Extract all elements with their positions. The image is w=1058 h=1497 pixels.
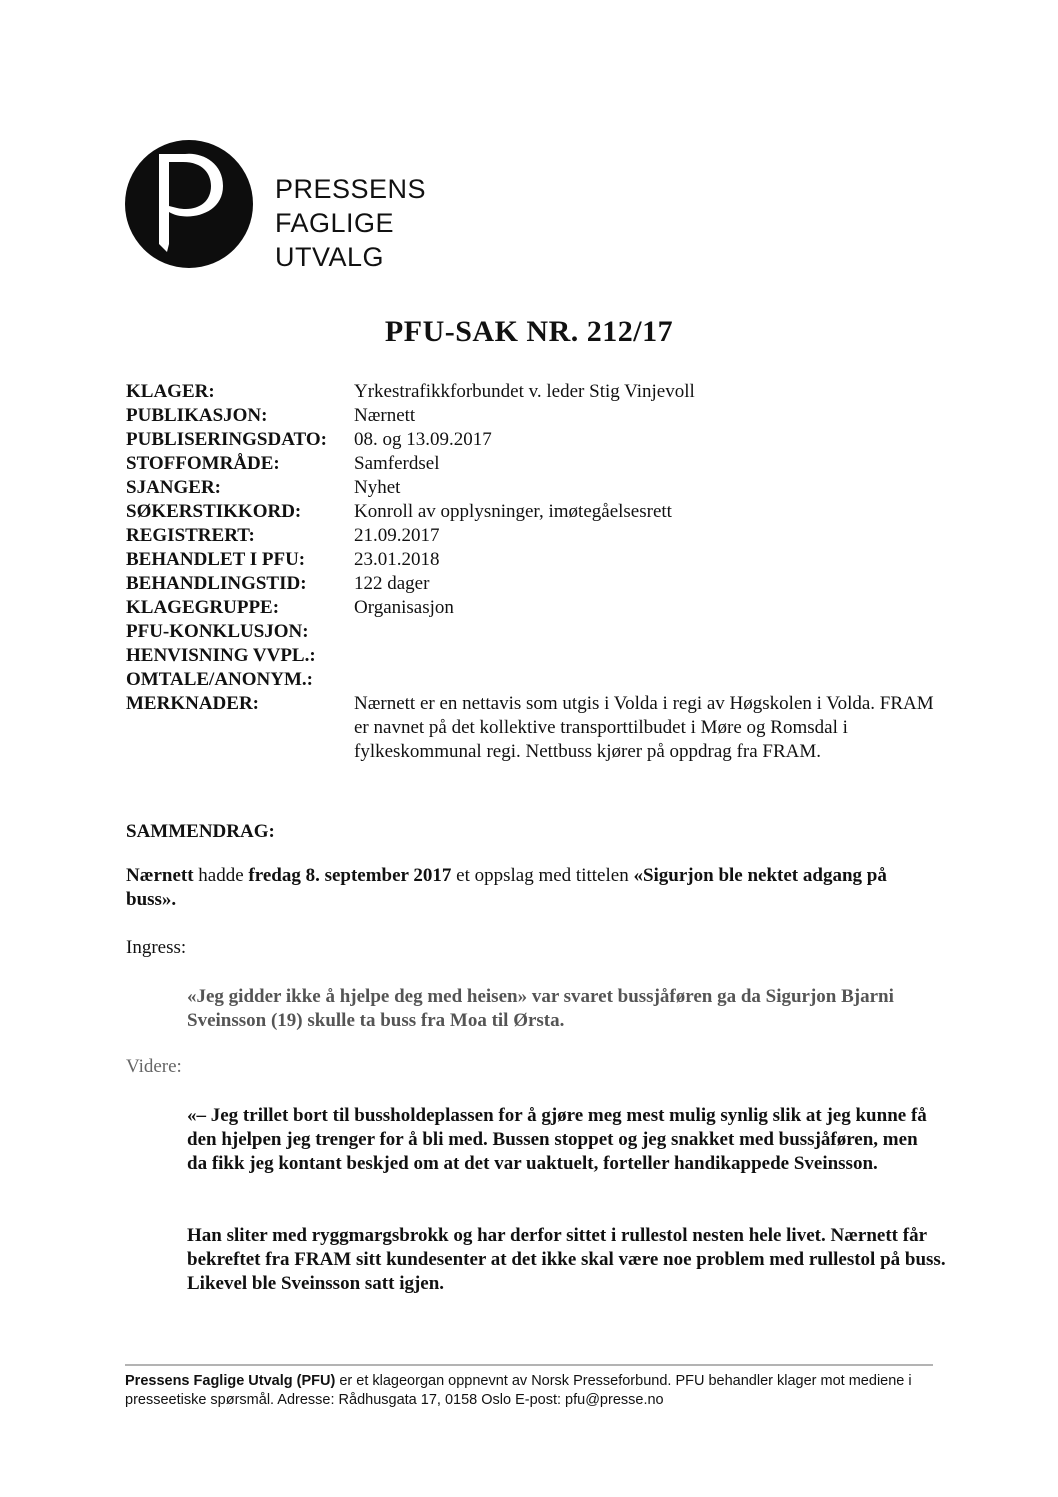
pfu-logo [125,140,505,270]
meta-value: Nyhet [354,477,401,498]
meta-label: PUBLISERINGSDATO: [126,429,327,450]
intro-text: et oppslag med tittelen [451,865,634,886]
logo-line-2: FAGLIGE UTVALG [275,208,395,272]
summary-heading: SAMMENDRAG: [126,821,275,842]
footer-org-name: Pressens Faglige Utvalg (PFU) [125,1373,336,1389]
meta-row-klager [126,380,936,404]
meta-row-stoffomrade [126,452,936,476]
meta-value: Konroll av opplysninger, imøtegåelsesrett [354,501,672,522]
meta-label: KLAGEGRUPPE: [126,597,280,618]
meta-value [354,644,936,668]
meta-row-registrert [126,524,936,548]
article-quote-paragraph [187,1224,947,1296]
meta-value: 08. og 13.09.2017 [354,429,492,450]
case-metadata-table [126,380,936,764]
meta-row-klagegruppe [126,596,936,620]
meta-row-henvisning [126,644,936,668]
meta-label: REGISTRERT: [126,525,255,546]
ingress-label: Ingress: [126,937,187,958]
meta-row-konklusjon [126,620,936,644]
logo-line-1: PRESSENS [275,174,427,204]
meta-label: OMTALE/ANONYM.: [126,669,313,690]
meta-value: Yrkestrafikkforbundet v. leder Stig Vinjevoll [354,381,695,402]
meta-row-behandlet [126,548,936,572]
footer-divider [125,1364,933,1366]
meta-value: 23.01.2018 [354,549,440,570]
intro-publication: Nærnett [126,865,194,886]
intro-article-title: «Sigurjon ble nektet adgang på buss». [126,865,887,910]
meta-label: PFU-KONKLUSJON: [126,621,309,642]
page-footer [125,1372,935,1410]
ingress-quote: «Jeg gidder ikke å hjelpe deg med heisen» var svaret bussjåføren ga da Sigurjon Bjarni Sveinsson (19) skulle ta buss fra Moa til Ørsta. [187,986,894,1031]
meta-value [354,668,936,692]
meta-value: Nærnett er en nettavis som utgis i Volda i regi av Høgskolen i Volda. FRAM er navnet på det kollektive transporttilbudet i Møre og Romsdal i fylkeskommunal regi. Nettbuss kjører på oppdrag fra FRAM. [354,693,934,762]
meta-label: HENVISNING VVPL.: [126,645,316,666]
meta-row-publiseringsdato [126,428,936,452]
summary-intro [126,864,916,912]
meta-label: BEHANDLINGSTID: [126,573,307,594]
intro-text: hadde [193,865,249,886]
meta-label: KLAGER: [126,381,215,402]
quote-paragraph-1: «– Jeg trillet bort til bussholdeplassen for å gjøre meg mest mulig synlig slik at jeg kunne få den hjelpen jeg trenger for å bli med. Bussen stoppet og jeg snakket med bussjåføren, men da fikk jeg kontant beskjed om at det var uaktuelt, forteller handikappede Sveinsson. [187,1105,927,1174]
meta-row-omtale [126,668,936,692]
meta-value: Organisasjon [354,597,454,618]
meta-label: BEHANDLET I PFU: [126,549,306,570]
videre-label: Videre: [126,1056,182,1077]
meta-row-behandlingstid [126,572,936,596]
intro-date: fredag 8. september 2017 [248,865,452,886]
meta-label: MERKNADER: [126,693,259,714]
meta-label: STOFFOMRÅDE: [126,453,280,474]
meta-value: Samferdsel [354,453,440,474]
meta-label: SØKERSTIKKORD: [126,501,302,522]
logo-emblem [125,140,253,268]
meta-value: 21.09.2017 [354,525,440,546]
meta-label: SJANGER: [126,477,222,498]
meta-row-merknader [126,692,936,764]
logo-wordmark [275,172,505,274]
meta-row-sokerstikkord [126,500,936,524]
meta-row-sjanger [126,476,936,500]
quote-paragraph-2: Han sliter med ryggmargsbrokk og har derfor sittet i rullestol nesten hele livet. Nærnett får bekreftet fra FRAM sitt kundesenter at det ikke skal være noe problem med rullestol på buss. Likevel ble Sveinsson satt igjen. [187,1225,946,1294]
meta-label: PUBLIKASJON: [126,405,268,426]
meta-value [354,620,936,644]
meta-value: 122 dager [354,573,430,594]
article-quote-paragraph [187,1104,937,1176]
footer-text: er et klageorgan oppnevnt av Norsk Presseforbund. PFU behandler klager mot mediene i presseetiske spørsmål. Adresse: Rådhusgata 17, 0158 Oslo E-post: pfu@presse.no [125,1373,912,1408]
meta-value: Nærnett [354,405,416,426]
case-title: PFU-SAK NR. 212/17 [384,315,674,348]
meta-row-publikasjon [126,404,936,428]
